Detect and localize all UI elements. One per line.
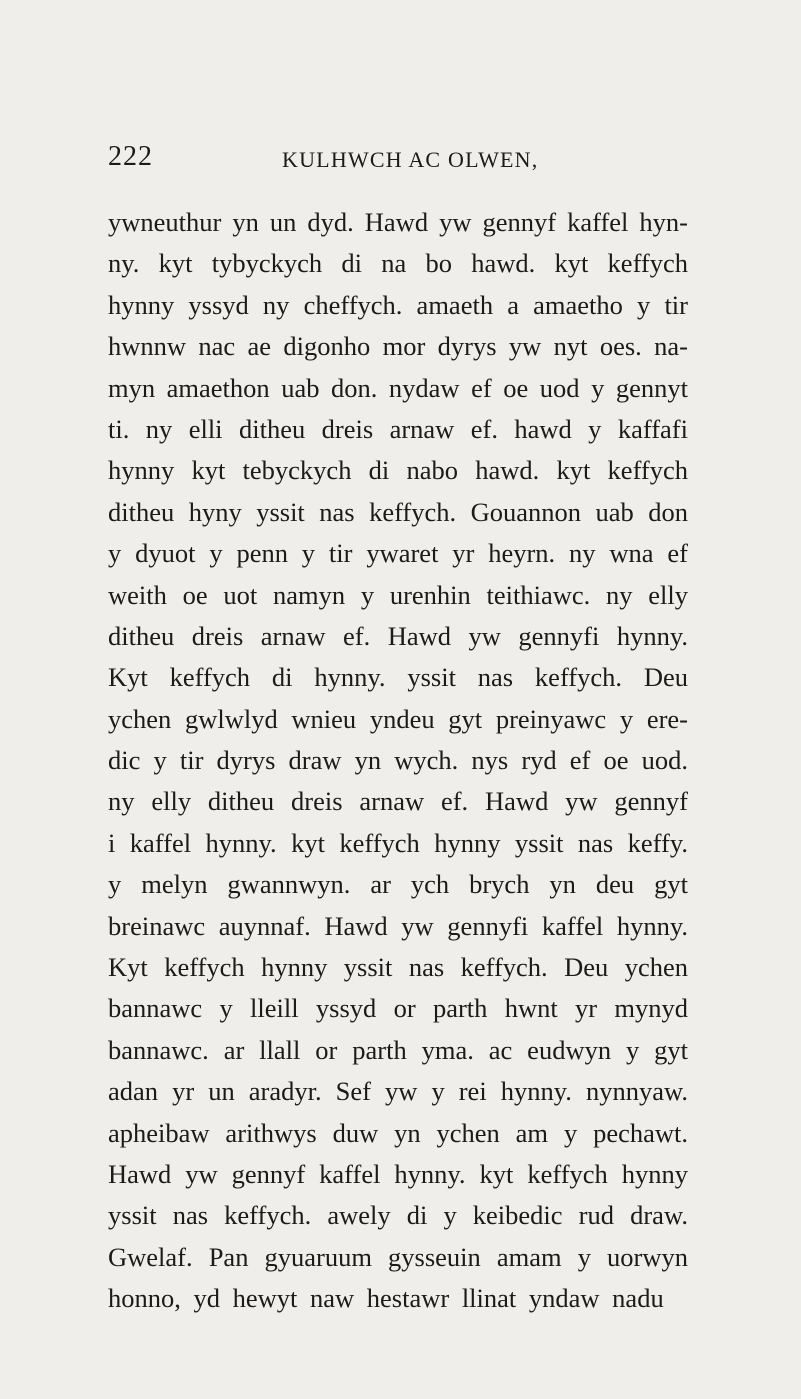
body-text: [108, 202, 688, 1320]
text-line: ny elly ditheu dreis arnaw ef. Hawd yw gennyf: [108, 786, 688, 817]
text-line: bannawc. ar llall or parth yma. ac eudwyn y gyt: [108, 1034, 688, 1065]
text-line: ditheu hyny yssit nas keffych. Gouannon uab don: [108, 496, 688, 527]
text-line: adan yr un aradyr. Sef yw y rei hynny. nynnyaw.: [108, 1076, 688, 1107]
text-line: Hawd yw gennyf kaffel hynny. kyt keffych hynny: [108, 1158, 688, 1189]
text-line: ywneuthur yn un dyd. Hawd yw gennyf kaffel hyn-: [108, 207, 688, 237]
text-line: bannawc y lleill yssyd or parth hwnt yr mynyd: [108, 993, 688, 1024]
text-line: ditheu dreis arnaw ef. Hawd yw gennyfi hynny.: [108, 620, 688, 651]
text-line: Kyt keffych di hynny. yssit nas keffych. Deu: [108, 662, 688, 693]
text-line: Gwelaf. Pan gyuaruum gysseuin amam y uorwyn: [108, 1241, 688, 1272]
text-line: yssit nas keffych. awely di y keibedic rud draw.: [108, 1200, 688, 1231]
text-line: y dyuot y penn y tir ywaret yr heyrn. ny wna ef: [108, 538, 688, 569]
page-number: 222: [108, 141, 153, 172]
text-line: ti. ny elli ditheu dreis arnaw ef. hawd y kaffafi: [108, 413, 688, 444]
text-line: dic y tir dyrys draw yn wych. nys ryd ef oe uod.: [108, 745, 688, 776]
text-line: ny. kyt tybyckych di na bo hawd. kyt keffych: [108, 248, 688, 279]
text-line: ychen gwlwlyd wnieu yndeu gyt preinyawc y ere-: [108, 703, 688, 734]
running-head: [108, 140, 688, 180]
text-line: honno, yd hewyt naw hestawr llinat yndaw nadu: [108, 1283, 664, 1314]
text-line: i kaffel hynny. kyt keffych hynny yssit nas keffy.: [108, 827, 688, 858]
text-line: apheibaw arithwys duw yn ychen am y pechawt.: [108, 1117, 688, 1148]
text-line: weith oe uot namyn y urenhin teithiawc. ny elly: [108, 579, 688, 610]
text-line: myn amaethon uab don. nydaw ef oe uod y gennyt: [108, 372, 688, 403]
text-line: hynny kyt tebyckych di nabo hawd. kyt keffych: [108, 455, 688, 486]
text-line: hynny yssyd ny cheffych. amaeth a amaetho y tir: [108, 289, 688, 320]
text-line: y melyn gwannwyn. ar ych brych yn deu gyt: [108, 869, 688, 900]
text-line: hwnnw nac ae digonho mor dyrys yw nyt oes. na-: [108, 331, 688, 362]
running-title: KULHWCH AC OLWEN,: [282, 147, 539, 172]
text-line: Kyt keffych hynny yssit nas keffych. Deu ychen: [108, 952, 688, 983]
text-line: breinawc auynnaf. Hawd yw gennyfi kaffel hynny.: [108, 910, 688, 941]
